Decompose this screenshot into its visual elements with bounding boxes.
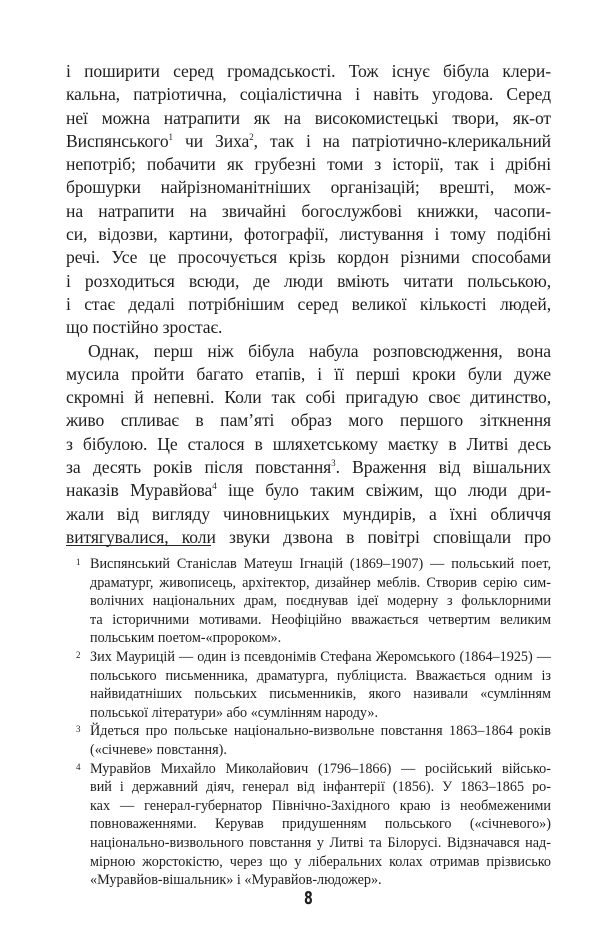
footnote-line: повноваженнями. Керував придушенням польського («січневого») (90, 816, 551, 833)
text-line: скромні й непевні. Коли так собі пригадую своє дитинство, (66, 387, 551, 408)
footnote-line: польського письменника, драматурга, публіциста. Вважається одним із (90, 667, 551, 684)
text-line: мусила пройти багато етапів, і її перші кроки були дуже (66, 363, 551, 384)
footnote-line: польської літератури» або «сумлінням народу». (90, 704, 379, 721)
footnote-4 (66, 760, 551, 890)
text-line: на натрапити на звичайні богослужбові книжки, часопи- (66, 200, 551, 221)
footnote-line: Зих Маурицій — один із псевдонімів Стефана Жеромського (1864–1925) — (90, 648, 551, 665)
text-fragment: наказів Муравйова (66, 480, 213, 501)
text-line: і поширити серед громадськості. Тож існує бібула клери- (66, 61, 551, 81)
text-line (66, 456, 551, 479)
footnote-line: волічних національних драм, поєднував ідеї модерну з фольклорними (90, 593, 551, 610)
footnote-ref-2[interactable]: 2 (249, 132, 254, 143)
footnote-line: найвидатніших польських письменників, якого називали «сумлінням (90, 686, 551, 703)
footnote-number: 1 (76, 557, 81, 567)
footnote-ref-1[interactable]: 1 (168, 132, 173, 143)
text-fragment: Виспянського (66, 130, 169, 151)
text-line: жали від вигляду чиновницьких мундирів, а їхні обличчя (66, 503, 551, 524)
text-fragment: за десять років після повстання (66, 457, 332, 478)
text-line: і стає дедалі потрібнішим серед великої кількості людей, (66, 293, 551, 314)
footnote-line: Виспянський Станіслав Матеуш Ігнацій (1869–1907) — польський поет, (90, 556, 551, 572)
text-line: і розходиться всюди, де люди вміють читати польською, (66, 270, 551, 291)
text-line: з бібулою. Це сталося в шляхетському маєтку в Литві десь (66, 433, 551, 454)
footnote-line: вий і державний діяч, генерал від інфантерії (1856). У 1863–1865 ро- (90, 779, 551, 796)
footnote-line: Йдеться про польське національно-визвольне повстання 1863–1864 років (90, 723, 551, 740)
text-line: що постійно зростає. (66, 317, 223, 338)
main-text (66, 60, 551, 549)
text-fragment: іще було таким свіжим, що люди дри- (216, 480, 552, 501)
footnote-line: польським поетом-«пророком». (90, 630, 282, 647)
text-fragment: чи Зиха (172, 130, 250, 151)
footnote-ref-3[interactable]: 3 (331, 458, 336, 469)
footnote-2 (66, 648, 551, 722)
footnote-line: («січневе» повстання). (90, 741, 227, 758)
text-line: Однак, перш ніж бібула набула розповсюдження, вона (88, 340, 551, 361)
footnote-number: 3 (76, 724, 81, 735)
footnote-line: мірною жорстокістю, через що у ліберальних колах отримав прізвисько (90, 853, 551, 870)
footnote-line: ках — генерал-губернатор Північно-Західного краю із необмеженими (90, 797, 551, 814)
text-line: речі. Усе це просочується крізь кордон різними способами (66, 247, 551, 268)
footnote-3 (66, 722, 551, 759)
text-fragment: , так і на патріотично-клерикальний (253, 130, 551, 151)
footnote-1 (66, 555, 551, 648)
text-line: кальна, патріотична, соціалістична і навіть угодова. Серед (66, 84, 551, 105)
footnote-ref-4[interactable]: 4 (212, 481, 217, 492)
footnote-number: 2 (76, 649, 81, 660)
footnotes (66, 555, 551, 890)
text-line: брошурки найрізноманітніших організацій; врешті, мож- (66, 177, 551, 198)
footnote-line: та історичними мотивами. Неофіційно вважається четвертим великим (90, 611, 551, 628)
footnote-line: національно-визвольного повстання у Литві та Білорусі. Відзначався над- (90, 834, 551, 851)
text-line (66, 130, 551, 153)
footnote-line: «Муравйов-вішальник» і «Муравйов-людожер». (90, 872, 382, 889)
text-line (66, 479, 551, 502)
text-line: живо спливає в пам’яті образ мого першого зіткнення (66, 410, 551, 431)
text-fragment: . Враження від вішальних (335, 457, 551, 478)
text-line: витягувалися, коли звуки дзвона в повітрі сповіщали про (66, 526, 551, 547)
page-number: 8 (303, 888, 313, 909)
footnote-separator (66, 545, 211, 546)
footnote-line: драматург, живописець, архітектор, дизайнер меблів. Створив серію сим- (90, 574, 551, 591)
text-line: непотріб; побачити як грубезні томи з історії, так і дрібні (66, 154, 551, 175)
footnote-line: Муравйов Михайло Миколайович (1796–1866) — російський військо- (90, 760, 551, 777)
text-line: неї можна натрапити як на високомистецькі твори, як-от (66, 107, 551, 128)
text-line: си, відозви, картини, фотографії, листування і тому подібні (66, 224, 551, 245)
footnote-number: 4 (76, 761, 81, 772)
